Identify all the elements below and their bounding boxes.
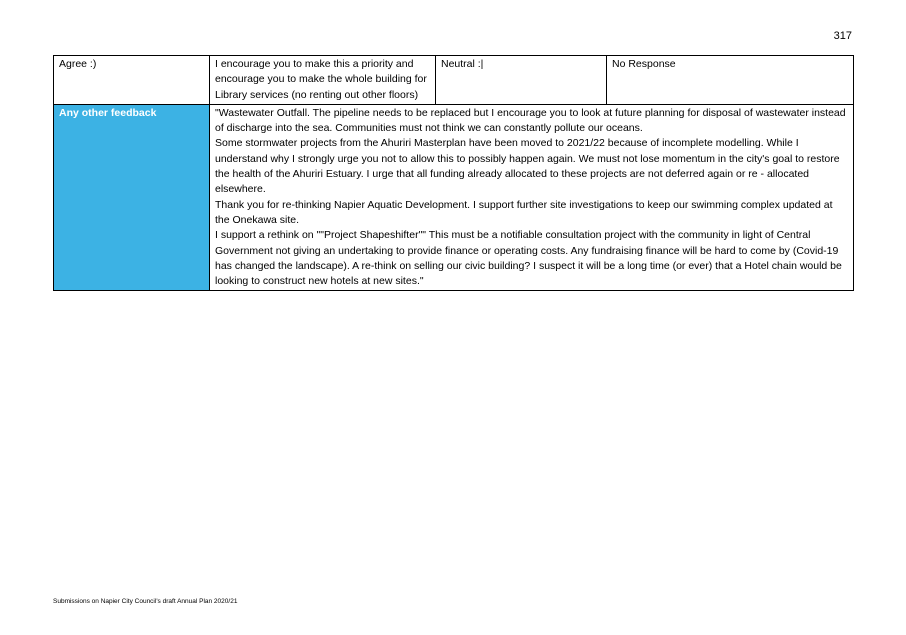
feedback-paragraph: I support a rethink on ""Project Shapeshifter"" This must be a notifiable consultation project with the community in light of Central Government not giving an undertaking to provide finance or operating costs. Any fundraising finance will be hard to come by (Covid-19 has changed the landscape). A re-think on selling our civic building? I suspect it will be a long time (or ever) that a Hotel chain would be looking to construct new hotels at new sites." <box>215 229 842 288</box>
submission-table <box>53 55 854 291</box>
table-row <box>54 104 854 291</box>
response-cell: Agree :) <box>54 56 210 105</box>
page-number: 317 <box>833 30 852 42</box>
page-footer: Submissions on Napier City Council's draft Annual Plan 2020/21 <box>53 598 238 605</box>
feedback-paragraph: Thank you for re-thinking Napier Aquatic Development. I support further site investigations to keep our swimming complex updated at the Onekawa site. <box>215 198 833 226</box>
feedback-text-cell <box>210 104 854 291</box>
response-cell: Neutral :| <box>436 56 607 105</box>
response-cell: No Response <box>607 56 854 105</box>
feedback-paragraph: Some stormwater projects from the Ahuriri Masterplan have been moved to 2021/22 because of incomplete modelling. While I understand why I strongly urge you not to allow this to possibly happen again. We must not lose momentum in the city's goal to restore the health of the Ahuriri Estuary. I urge that all funding already allocated to these projects are not deferred again or re - allocated elsewhere. <box>215 137 840 196</box>
feedback-paragraph: "Wastewater Outfall. The pipeline needs to be replaced but I encourage you to look at future planning for disposal of wastewater instead of discharge into the sea. Communities must not think we can constantly pollute our oceans. <box>215 106 846 135</box>
table-row <box>54 56 854 105</box>
feedback-label-cell: Any other feedback <box>54 104 210 291</box>
comment-cell: I encourage you to make this a priority and encourage you to make the whole building for Library services (no renting out other floors) <box>210 56 436 105</box>
